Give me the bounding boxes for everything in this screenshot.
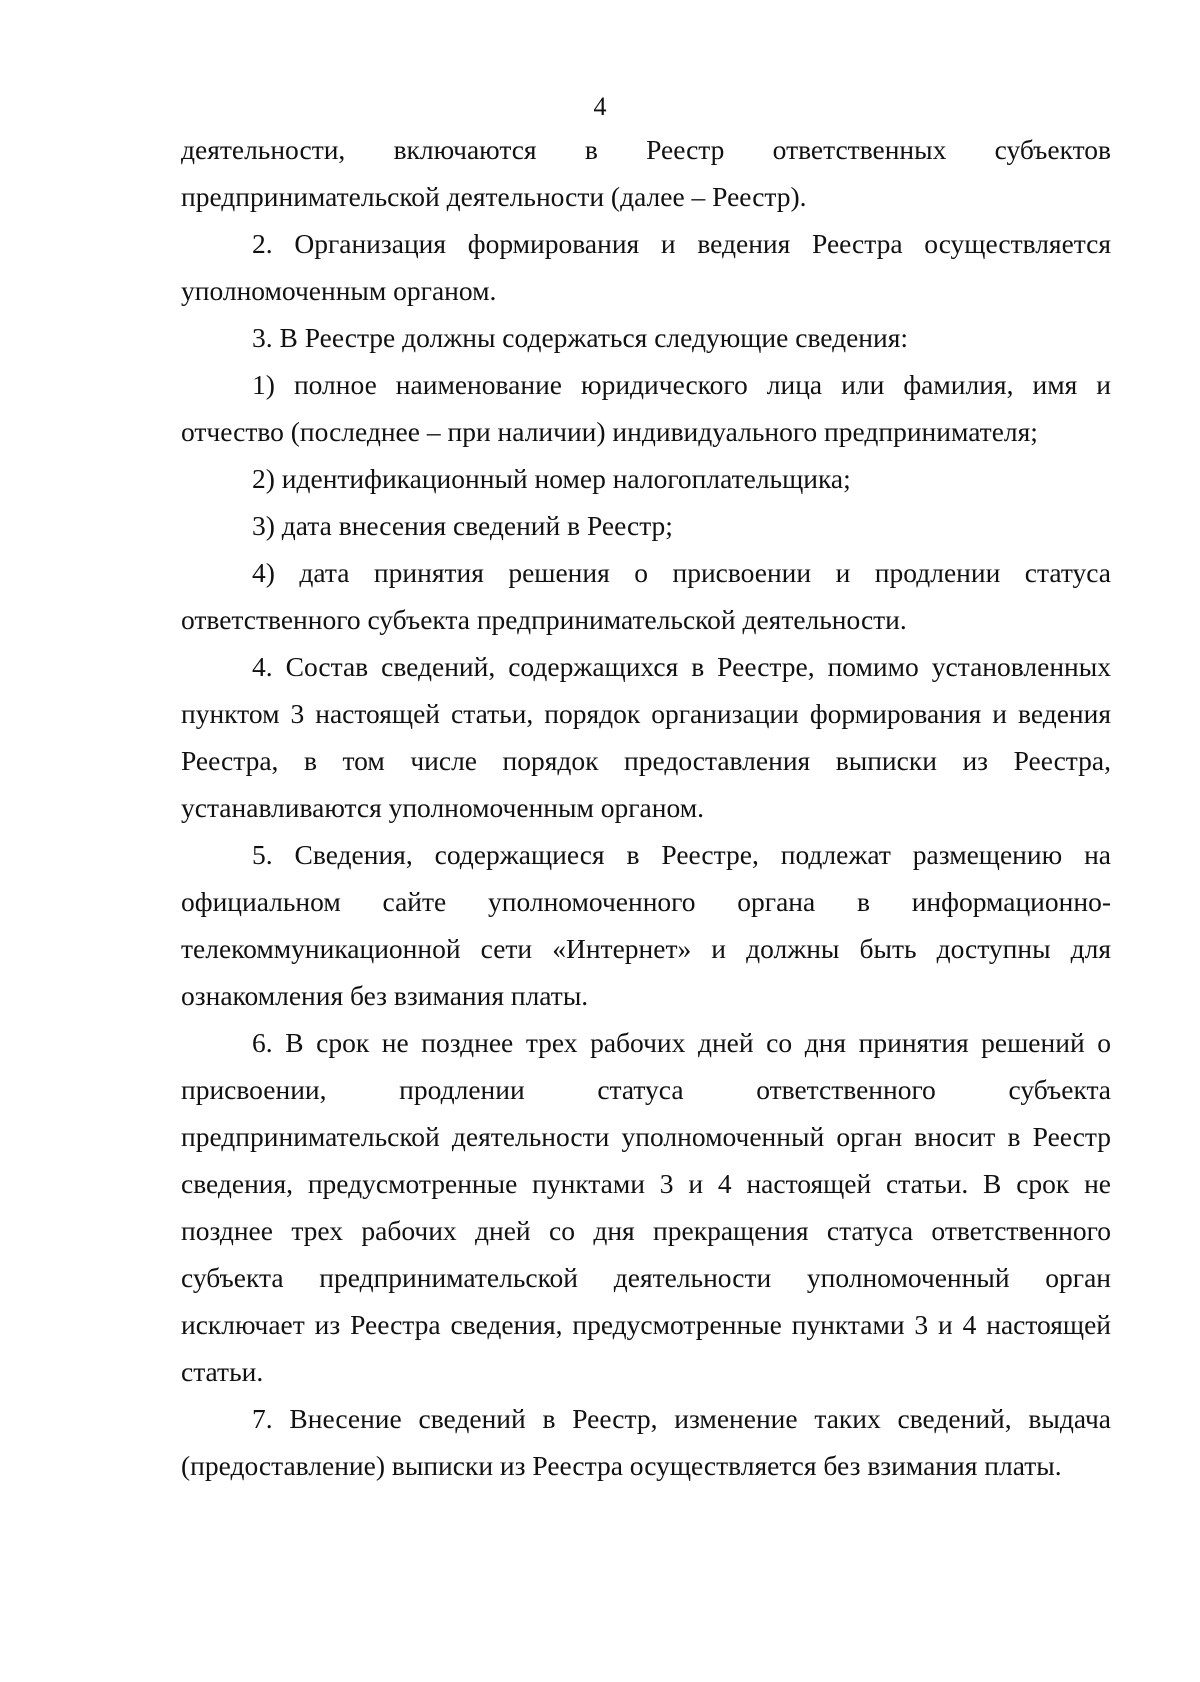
paragraph-clause-3: 3. В Реестре должны содержаться следующие сведения: [252, 322, 909, 353]
paragraph-clause-2: 2. Организация формирования и ведения Реестра осуществляется уполномоченным органом. [181, 228, 1111, 306]
paragraph-clause-4: 4. Состав сведений, содержащихся в Реестре, помимо установленных пунктом 3 настоящей статьи, порядок организации формирования и ведения Реестра, в том числе порядок предоставления выписки из Реестра, устанавливаются уполномоченным органом. [181, 651, 1111, 823]
page-number: 4 [593, 92, 607, 121]
paragraph-continuation: деятельности, включаются в Реестр ответственных субъектов предпринимательской деятельности (далее – Реестр). [181, 134, 1111, 212]
paragraph-item-1: 1) полное наименование юридического лица или фамилия, имя и отчество (последнее – при наличии) индивидуального предпринимателя; [181, 369, 1111, 447]
paragraph-item-3: 3) дата внесения сведений в Реестр; [252, 510, 673, 541]
paragraph-item-2: 2) идентификационный номер налогоплательщика; [252, 463, 851, 494]
paragraph-item-4: 4) дата принятия решения о присвоении и продлении статуса ответственного субъекта предпринимательской деятельности. [181, 557, 1111, 635]
document-body [181, 126, 1111, 1489]
paragraph-clause-7: 7. Внесение сведений в Реестр, изменение таких сведений, выдача (предоставление) выписки из Реестра осуществляется без взимания платы. [181, 1403, 1111, 1481]
paragraph-clause-6: 6. В срок не позднее трех рабочих дней со дня принятия решений о присвоении, продлении статуса ответственного субъекта предпринимательской деятельности уполномоченный орган вносит в Реестр сведения, предусмотренные пунктами 3 и 4 настоящей статьи. В срок не позднее трех рабочих дней со дня прекращения статуса ответственного субъекта предпринимательской деятельности уполномоченный орган исключает из Реестра сведения, предусмотренные пунктами 3 и 4 настоящей статьи. [181, 1027, 1111, 1387]
paragraph-clause-5: 5. Сведения, содержащиеся в Реестре, подлежат размещению на официальном сайте уполномоченного органа в информационно-телекоммуникационной сети «Интернет» и должны быть доступны для ознакомления без взимания платы. [181, 839, 1111, 1011]
